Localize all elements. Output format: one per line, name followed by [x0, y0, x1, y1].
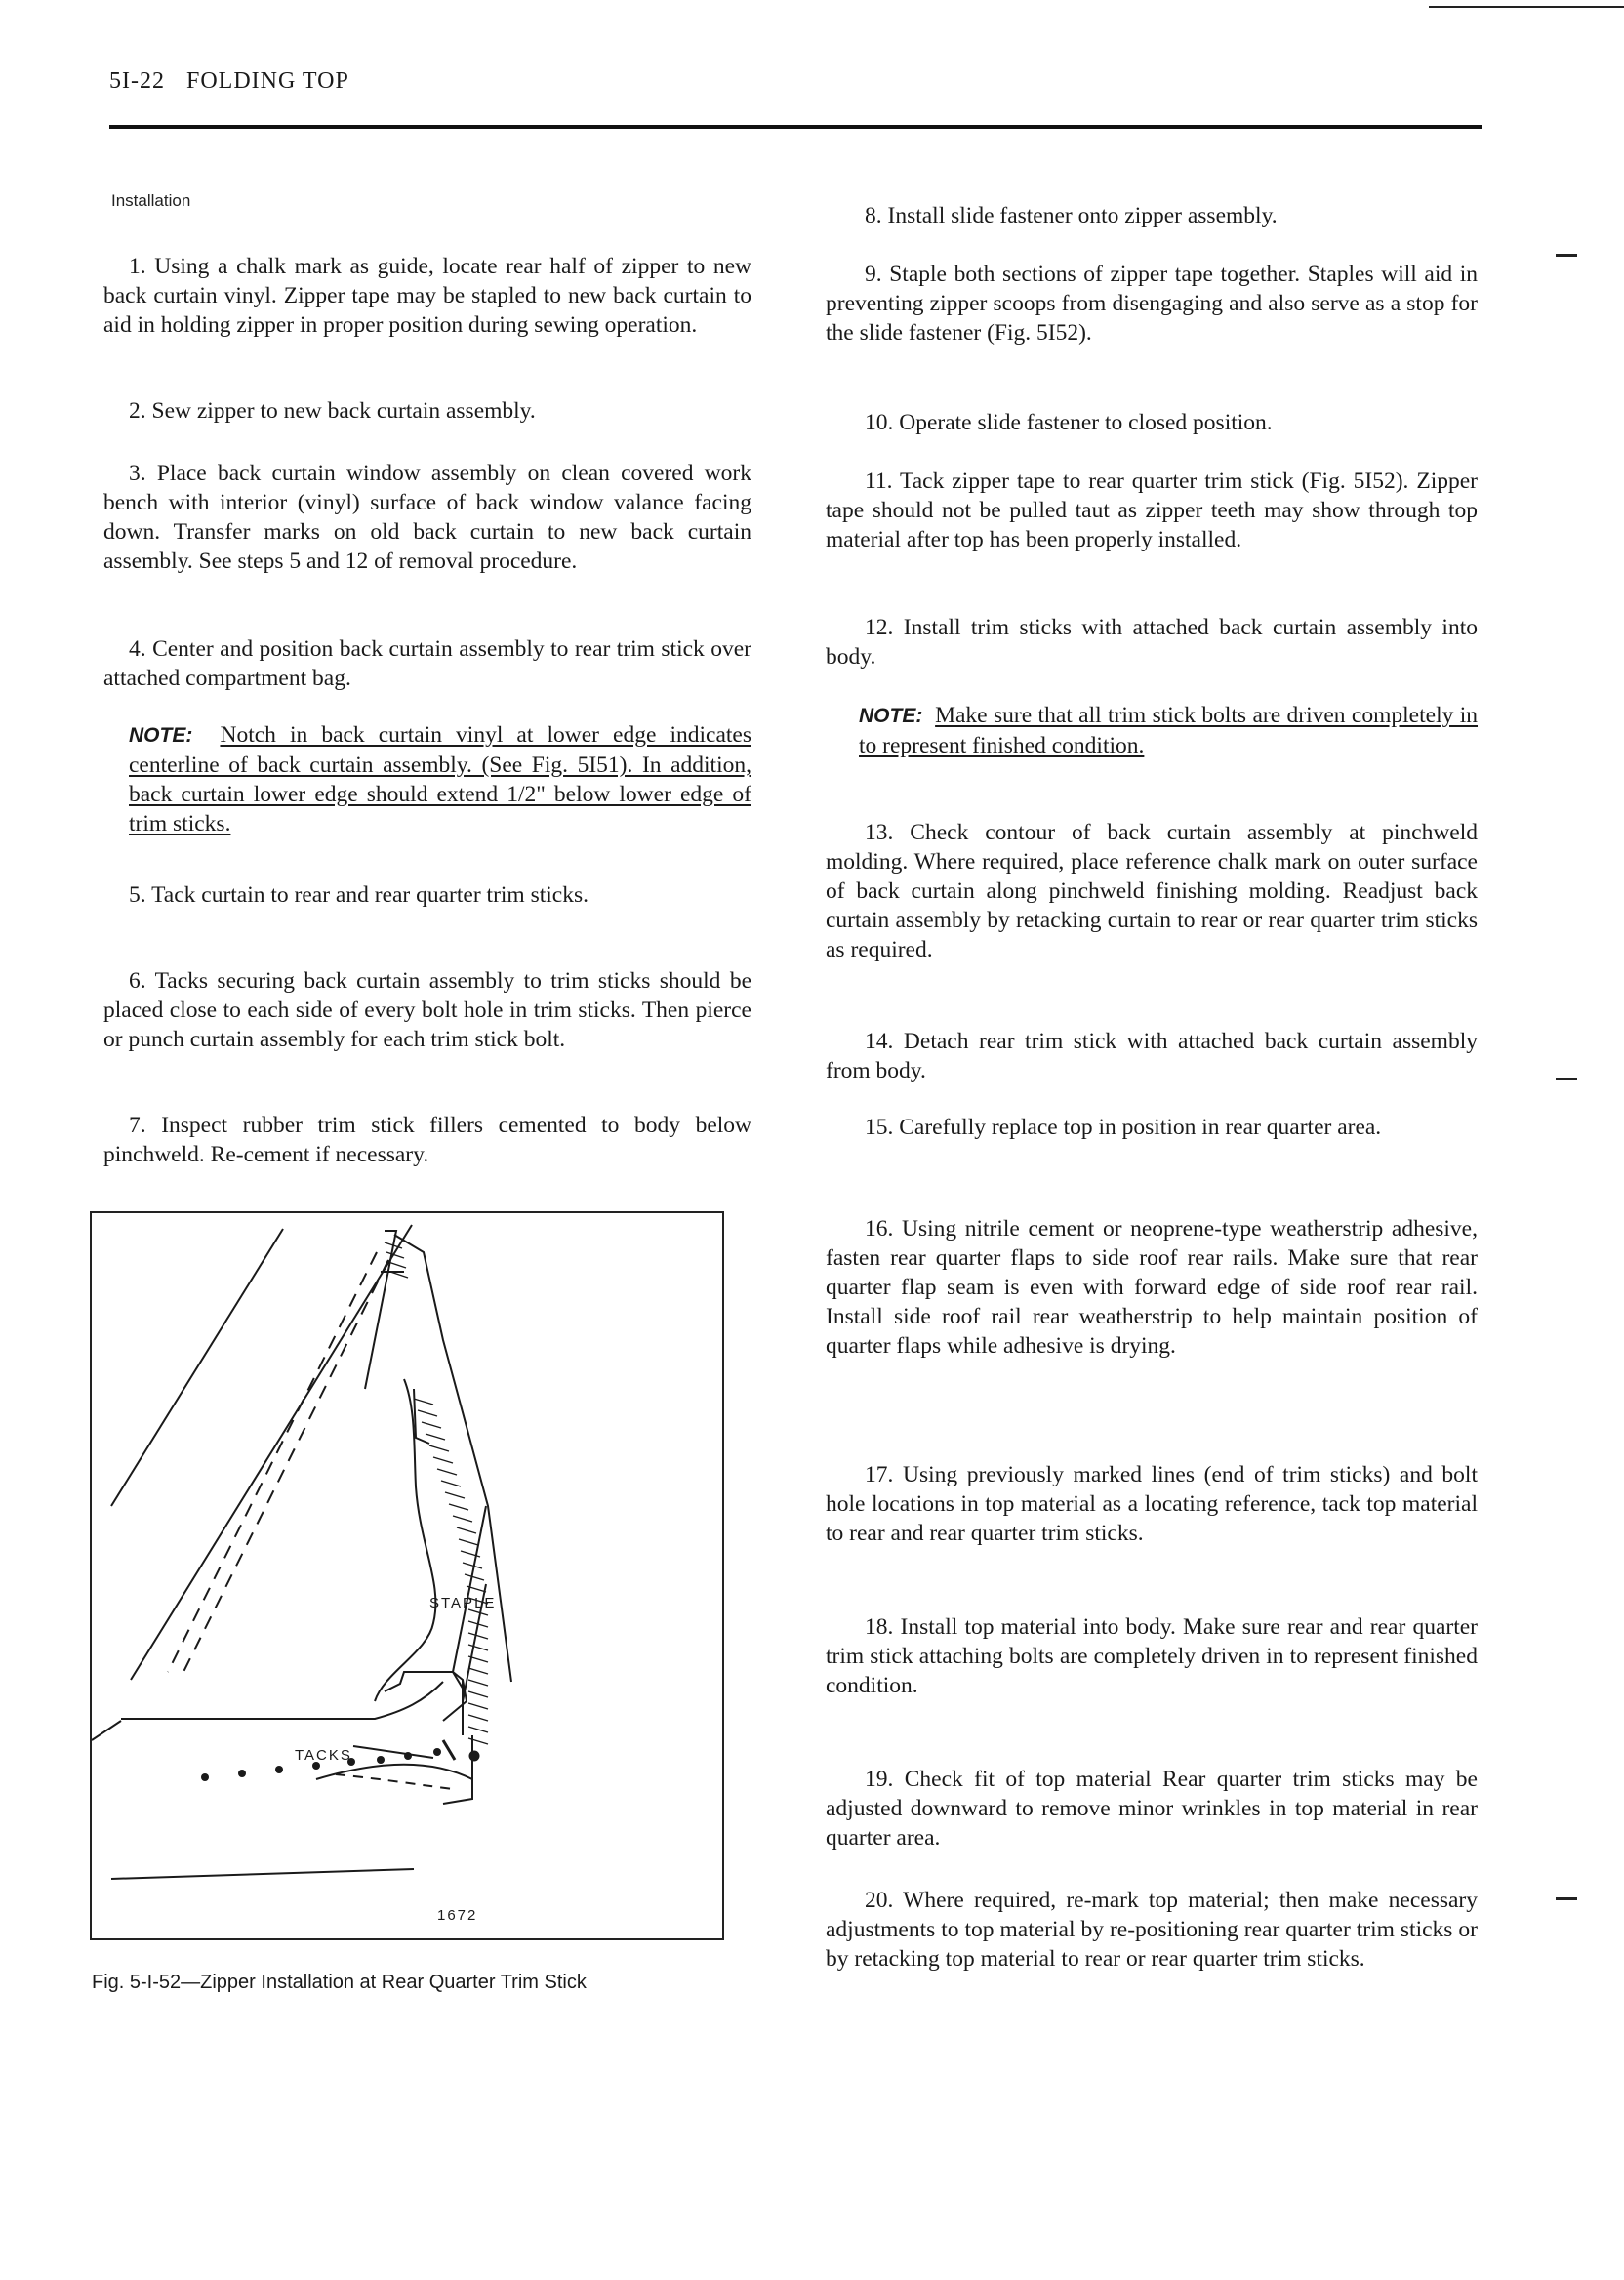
- margin-tick-2: [1556, 1078, 1577, 1080]
- step-10: 10. Operate slide fastener to closed position.: [865, 410, 1273, 435]
- section-title: FOLDING TOP: [185, 68, 349, 94]
- step-7: 7. Inspect rubber trim stick fillers cemented to body below pinchweld. Re-cement if necessary.: [103, 1113, 751, 1167]
- label-staple: STAPLE: [429, 1595, 497, 1611]
- figure-illustration: [92, 1213, 722, 1938]
- hidden-edge-dash: [336, 1774, 453, 1789]
- staple-mark: [443, 1740, 455, 1760]
- step-6: 6. Tacks securing back curtain assembly to trim sticks should be placed close to each side of every bolt hole in trim sticks. Then pierce or punch curtain assembly for each trim stick bolt.: [103, 968, 751, 1052]
- label-figure-id: 1672: [437, 1907, 478, 1924]
- bottom-rail-line: [111, 1869, 414, 1879]
- installation-heading: Installation: [111, 191, 191, 210]
- right-note: [859, 701, 1478, 760]
- label-tacks: TACKS: [295, 1747, 352, 1764]
- step-8: 8. Install slide fastener onto zipper assembly.: [865, 203, 1278, 228]
- margin-tick-3: [1556, 1897, 1577, 1900]
- left-note-text: Notch in back curtain vinyl at lower edge indicates centerline of back curtain assembly. (See Fig. 5I51). In addition, back curtain lower edge should extend 1/2" below lower edge of trim sticks.: [129, 722, 751, 836]
- step-1: 1. Using a chalk mark as guide, locate rear half of zipper to new back curtain vinyl. Zipper tape may be stapled to new back curtain to aid in holding zipper in proper position during sewing operation.: [103, 254, 751, 338]
- glass-edge-dash-2: [182, 1260, 388, 1676]
- step-15: 15. Carefully replace top in position in rear quarter area.: [865, 1115, 1382, 1140]
- left-note-label: NOTE:: [129, 724, 193, 747]
- margin-tick-1: [1556, 254, 1577, 257]
- step-16: 16. Using nitrile cement or neoprene-type weatherstrip adhesive, fasten rear quarter flaps to side roof rear rails. Make sure that rear quarter flap seam is even with forward edge of side roof rear rail. Install side roof rail rear weatherstrip to help maintain position of quarter flaps while adhesive is drying.: [826, 1216, 1478, 1359]
- step-2: 2. Sew zipper to new back curtain assembly.: [129, 398, 536, 424]
- step-13: 13. Check contour of back curtain assembly at pinchweld molding. Where required, place reference chalk mark on outer surface of back curtain along pinchweld finishing molding. Readjust back curtain assembly by retacking curtain to rear or rear quarter trim sticks as required.: [826, 820, 1478, 962]
- step-14: 14. Detach rear trim stick with attached back curtain assembly from body.: [826, 1029, 1478, 1083]
- rail-edge-line: [111, 1229, 283, 1506]
- step-12: 12. Install trim sticks with attached back curtain assembly into body.: [826, 615, 1478, 670]
- left-note: [129, 720, 751, 838]
- step-18: 18. Install top material into body. Make sure rear and rear quarter trim stick attaching bolts are completely driven in to represent finished condition.: [826, 1614, 1478, 1698]
- step-19: 19. Check fit of top material Rear quarter trim sticks may be adjusted downward to remove minor wrinkles in top material in rear quarter area.: [826, 1767, 1478, 1851]
- zipper-teeth: [385, 1242, 488, 1744]
- step-11: 11. Tack zipper tape to rear quarter trim stick (Fig. 5I52). Zipper tape should not be pulled taut as zipper teeth may show through top material after top has been properly installed.: [826, 468, 1478, 552]
- page-header: [109, 68, 349, 95]
- page-number: 5I-22: [109, 68, 165, 94]
- step-17: 17. Using previously marked lines (end of trim sticks) and bolt hole locations in top material as a locating reference, tack top material to rear and rear quarter trim sticks.: [826, 1462, 1478, 1546]
- step-9: 9. Staple both sections of zipper tape together. Staples will aid in preventing zipper scoops from disengaging and also serve as a stop for the slide fastener (Fig. 5I52).: [826, 262, 1478, 346]
- roof-rail-outer-line: [131, 1225, 412, 1680]
- step-4: 4. Center and position back curtain assembly to rear trim stick over attached compartment bag.: [103, 636, 751, 691]
- glass-edge-dash-1: [168, 1252, 377, 1672]
- tacks-leader-line: [353, 1746, 433, 1758]
- step-20: 20. Where required, re-mark top material; then make necessary adjustments to top material by re-positioning rear quarter trim sticks or by retacking top material to rear or rear quarter trim sticks.: [826, 1888, 1478, 1972]
- figure-caption: Fig. 5-I-52—Zipper Installation at Rear Quarter Trim Stick: [92, 1972, 587, 1993]
- top-edge-rule: [1429, 6, 1624, 8]
- step-3: 3. Place back curtain window assembly on clean covered work bench with interior (vinyl) surface of back window valance facing down. Transfer marks on old back curtain to new back curtain assembly. See steps 5 and 12 of removal procedure.: [103, 461, 751, 574]
- figure-zipper-installation: [90, 1211, 724, 1940]
- right-note-label: NOTE:: [859, 705, 923, 727]
- curved-bottom-edge: [316, 1765, 472, 1779]
- curtain-edge-curve: [375, 1379, 435, 1701]
- header-rule: [109, 125, 1482, 129]
- step-5: 5. Tack curtain to rear and rear quarter trim sticks.: [129, 882, 589, 908]
- zipper-tape-right: [394, 1235, 511, 1682]
- right-note-text: Make sure that all trim stick bolts are driven completely in to represent finished condition.: [859, 703, 1479, 758]
